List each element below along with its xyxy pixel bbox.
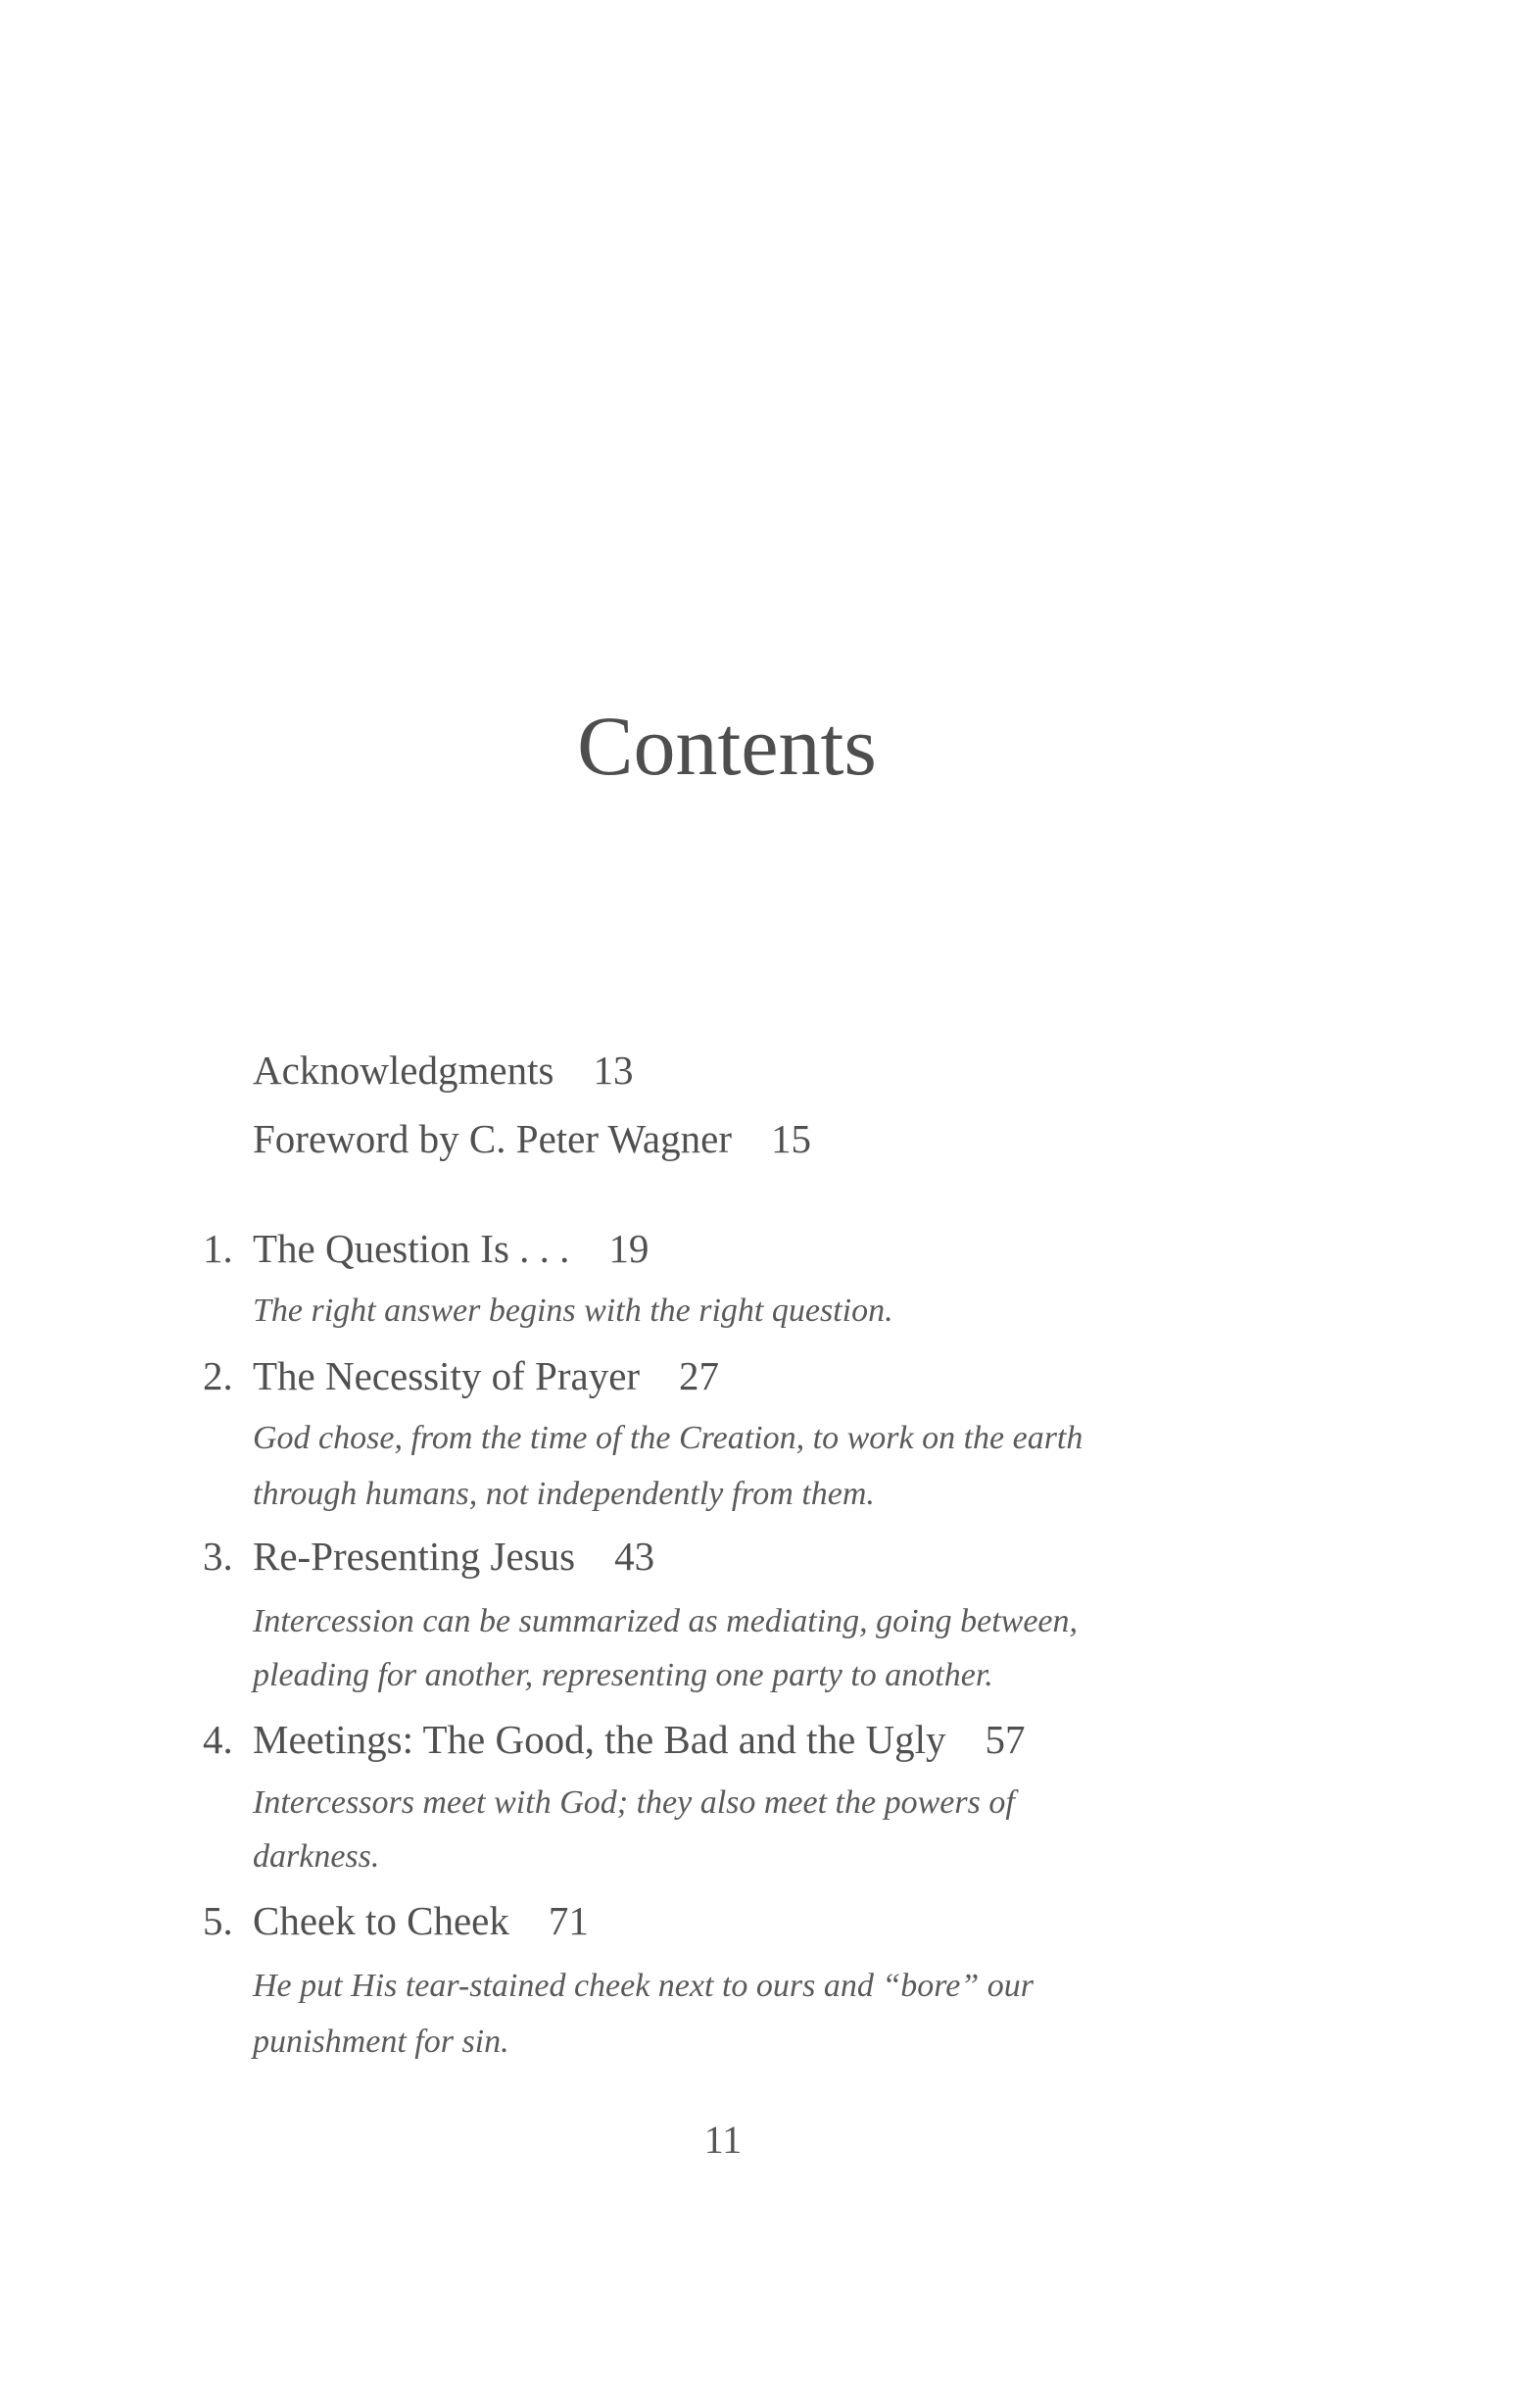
chapter-number: 4. bbox=[203, 1717, 233, 1762]
toc-entry-chapter-4[interactable] bbox=[253, 1717, 1026, 1762]
toc-entry-acknowledgments[interactable] bbox=[253, 1050, 633, 1091]
entry-label: Foreword by C. Peter Wagner bbox=[253, 1116, 732, 1161]
chapter-page: 43 bbox=[614, 1534, 655, 1579]
chapter-title: Meetings: The Good, the Bad and the Ugly bbox=[253, 1717, 946, 1762]
chapter-number: 5. bbox=[203, 1898, 233, 1943]
chapter-number: 2. bbox=[203, 1353, 233, 1398]
chapter-summary: The right answer begins with the right question. bbox=[253, 1293, 893, 1329]
chapter-number: 1. bbox=[203, 1226, 233, 1271]
chapter-summary: pleading for another, representing one party to another. bbox=[253, 1657, 993, 1693]
chapter-summary: darkness. bbox=[253, 1838, 380, 1875]
chapter-page: 71 bbox=[548, 1898, 589, 1943]
chapter-summary: through humans, not independently from them. bbox=[253, 1476, 875, 1512]
toc-entry-chapter-3[interactable] bbox=[253, 1534, 655, 1579]
chapter-number: 3. bbox=[203, 1534, 233, 1579]
chapter-page: 27 bbox=[679, 1353, 720, 1398]
chapter-summary: Intercessors meet with God; they also meet the powers of bbox=[253, 1784, 1015, 1821]
chapter-title: Re-Presenting Jesus bbox=[253, 1534, 576, 1579]
chapter-title: Cheek to Cheek bbox=[253, 1898, 509, 1943]
chapter-page: 57 bbox=[985, 1717, 1026, 1762]
chapter-summary: He put His tear-stained cheek next to ours and “bore” our bbox=[253, 1968, 1034, 2004]
page-number: 11 bbox=[703, 2118, 743, 2162]
toc-entry-chapter-2[interactable] bbox=[253, 1353, 720, 1398]
chapter-title: The Question Is . . . bbox=[253, 1226, 570, 1271]
chapter-summary: punishment for sin. bbox=[253, 2024, 509, 2060]
toc-entry-foreword[interactable] bbox=[253, 1116, 811, 1161]
entry-label: Acknowledgments bbox=[253, 1048, 554, 1093]
chapter-page: 19 bbox=[608, 1226, 650, 1271]
page-title: Contents bbox=[577, 699, 877, 793]
entry-page: 13 bbox=[593, 1048, 634, 1093]
toc-entry-chapter-5[interactable] bbox=[253, 1898, 589, 1943]
chapter-summary: God chose, from the time of the Creation, to work on the earth bbox=[253, 1420, 1083, 1456]
chapter-summary: Intercession can be summarized as mediating, going between, bbox=[253, 1603, 1078, 1639]
toc-entry-chapter-1[interactable] bbox=[253, 1226, 650, 1271]
chapter-title: The Necessity of Prayer bbox=[253, 1353, 641, 1398]
entry-page: 15 bbox=[770, 1116, 811, 1161]
